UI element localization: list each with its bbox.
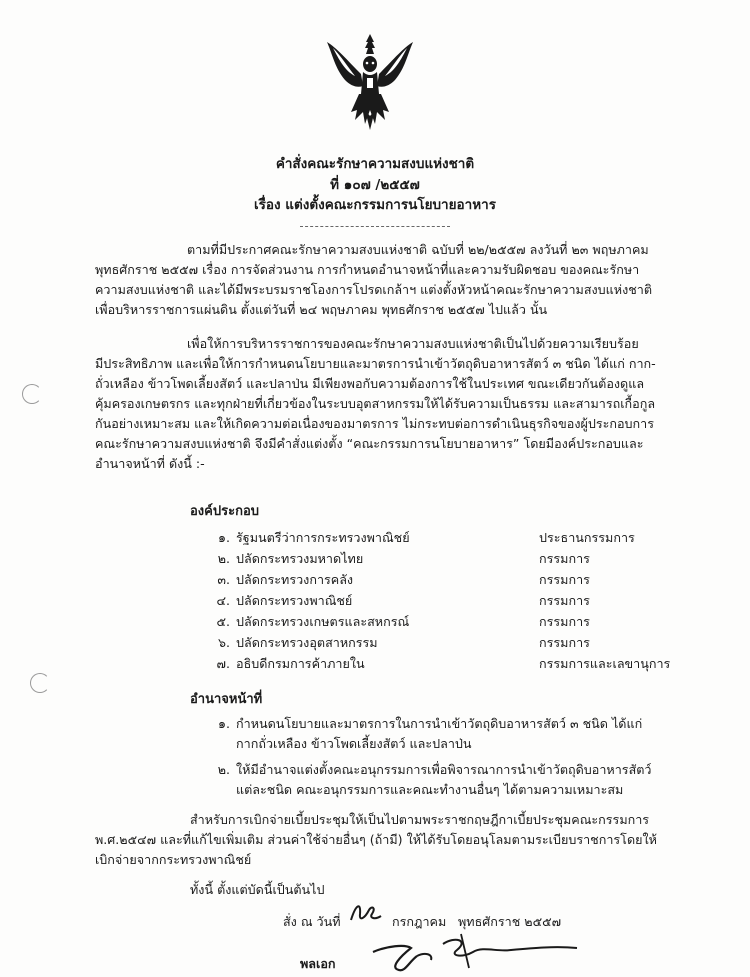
member-name: ปลัดกระทรวงการคลัง: [236, 572, 354, 587]
member-number: ๕.: [216, 614, 230, 629]
member-name: อธิบดีกรมการค้าภายใน: [236, 656, 365, 671]
para1-line: ตามที่มีประกาศคณะรักษาความสงบแห่งชาติ ฉบับที่ ๒๒/๒๕๕๗ ลงวันที่ ๒๓ พฤษภาคม: [187, 242, 649, 257]
member-role: กรรมการ: [539, 593, 590, 608]
binder-hole: [30, 673, 50, 693]
signature: [365, 930, 580, 977]
member-role: กรรมการ: [539, 635, 590, 650]
composition-heading: องค์ประกอบ: [190, 504, 259, 519]
duty-line: ให้มีอำนาจแต่งตั้งคณะอนุกรรมการเพื่อพิจารณาการนำเข้าวัตถุดิบอาหารสัตว์: [236, 762, 652, 777]
order-subject: เรื่อง แต่งตั้งคณะกรรมการนโยบายอาหาร: [254, 197, 496, 213]
effective-clause: ทั้งนี้ ตั้งแต่บัดนี้เป็นต้นไป: [190, 882, 325, 897]
duties-heading: อำนาจหน้าที่: [190, 692, 263, 707]
duty-line: กำหนดนโยบายและมาตรการในการนำเข้าวัตถุดิบอาหารสัตว์ ๓ ชนิด ได้แก่: [236, 716, 643, 731]
duty-number: ๒.: [217, 762, 230, 777]
member-number: ๗.: [216, 656, 230, 671]
member-role: กรรมการและเลขานุการ: [539, 656, 671, 671]
para1-line: ความสงบแห่งชาติ และได้มีพระบรมราชโองการโปรดเกล้าฯ แต่งตั้งหัวหน้าคณะรักษาความสงบแห่งชาติ: [95, 282, 653, 297]
member-role: กรรมการ: [539, 572, 590, 587]
para2-line: กันอย่างเหมาะสม และให้เกิดความต่อเนื่องของมาตรการ ไม่กระทบต่อการดำเนินธุรกิจของผู้ประกอบการ: [95, 416, 655, 431]
para2-line: ถั่วเหลือง ข้าวโพดเลี้ยงสัตว์ และปลาป่น มีเพียงพอกับความต้องการใช้ในประเทศ ขณะเดียวกันต้องดูแล: [95, 376, 645, 391]
duty-number: ๑.: [218, 716, 230, 731]
duty-line: แต่ละชนิด คณะอนุกรรมการและคณะทำงานอื่นๆ ได้ตามความเหมาะสม: [236, 782, 624, 797]
order-title: คำสั่งคณะรักษาความสงบแห่งชาติ: [275, 156, 475, 172]
handwritten-day: [348, 898, 384, 926]
date-prefix: สั่ง ณ วันที่: [283, 914, 341, 929]
date-year: พุทธศักราช ๒๕๕๗: [458, 914, 562, 929]
duty-line: กากถั่วเหลือง ข้าวโพดเลี้ยงสัตว์ และปลาป่น: [236, 736, 472, 751]
member-role: ประธานกรรมการ: [539, 530, 635, 545]
para2-line: มีประสิทธิภาพ และเพื่อให้การกำหนดนโยบายและมาตรการนำเข้าวัตถุดิบอาหารสัตว์ ๓ ชนิด ได้แก่ กาก-: [95, 356, 656, 371]
header-divider: [300, 226, 450, 227]
member-number: ๒.: [217, 551, 230, 566]
date-month: กรกฎาคม: [392, 914, 447, 929]
member-number: ๖.: [218, 635, 230, 650]
member-number: ๓.: [217, 572, 230, 587]
expense-line: สำหรับการเบิกจ่ายเบี้ยประชุมให้เป็นไปตามพระราชกฤษฎีกาเบี้ยประชุมคณะกรรมการ: [190, 812, 650, 827]
para2-line: เพื่อให้การบริหารราชการของคณะรักษาความสงบแห่งชาติเป็นไปด้วยความเรียบร้อย: [187, 336, 639, 351]
member-name: ปลัดกระทรวงพาณิชย์: [236, 593, 353, 608]
expense-line: เบิกจ่ายจากกระทรวงพาณิชย์: [95, 852, 252, 867]
garuda-emblem: [317, 30, 423, 136]
member-number: ๔.: [216, 593, 230, 608]
member-name: ปลัดกระทรวงเกษตรและสหกรณ์: [236, 614, 410, 629]
para2-line: อำนาจหน้าที่ ดังนี้ :-: [95, 456, 205, 471]
signatory-rank: พลเอก: [300, 956, 336, 971]
member-role: กรรมการ: [539, 551, 590, 566]
para1-line: เพื่อบริหารราชการแผ่นดิน ตั้งแต่วันที่ ๒๔ พฤษภาคม พุทธศักราช ๒๕๕๗ ไปแล้ว นั้น: [95, 302, 548, 317]
member-role: กรรมการ: [539, 614, 590, 629]
member-number: ๑.: [218, 530, 230, 545]
member-name: ปลัดกระทรวงมหาดไทย: [236, 551, 364, 566]
para2-line: คณะรักษาความสงบแห่งชาติ จึงมีคำสั่งแต่งตั้ง “คณะกรรมการนโยบายอาหาร” โดยมีองค์ประกอบและ: [95, 436, 644, 451]
order-number: ที่ ๑๐๗ /๒๕๕๗: [330, 177, 420, 193]
binder-hole: [22, 384, 42, 404]
para1-line: พุทธศักราช ๒๕๕๗ เรื่อง การจัดส่วนงาน การกำหนดอำนาจหน้าที่และความรับผิดชอบ ของคณะรักษา: [95, 262, 640, 277]
expense-line: พ.ศ.๒๕๔๗ และที่แก้ไขเพิ่มเติม ส่วนค่าใช้จ่ายอื่นๆ (ถ้ามี) ให้ได้รับโดยอนุโลมตามระเบียบราชการโดยให้: [95, 832, 657, 847]
member-name: ปลัดกระทรวงอุตสาหกรรม: [236, 635, 378, 650]
member-name: รัฐมนตรีว่าการกระทรวงพาณิชย์: [236, 530, 410, 545]
para2-line: คุ้มครองเกษตรกร และทุกฝ่ายที่เกี่ยวข้องในระบบอุตสาหกรรมให้ได้รับความเป็นธรรม และสามารถเกื้อกูล: [95, 396, 656, 411]
